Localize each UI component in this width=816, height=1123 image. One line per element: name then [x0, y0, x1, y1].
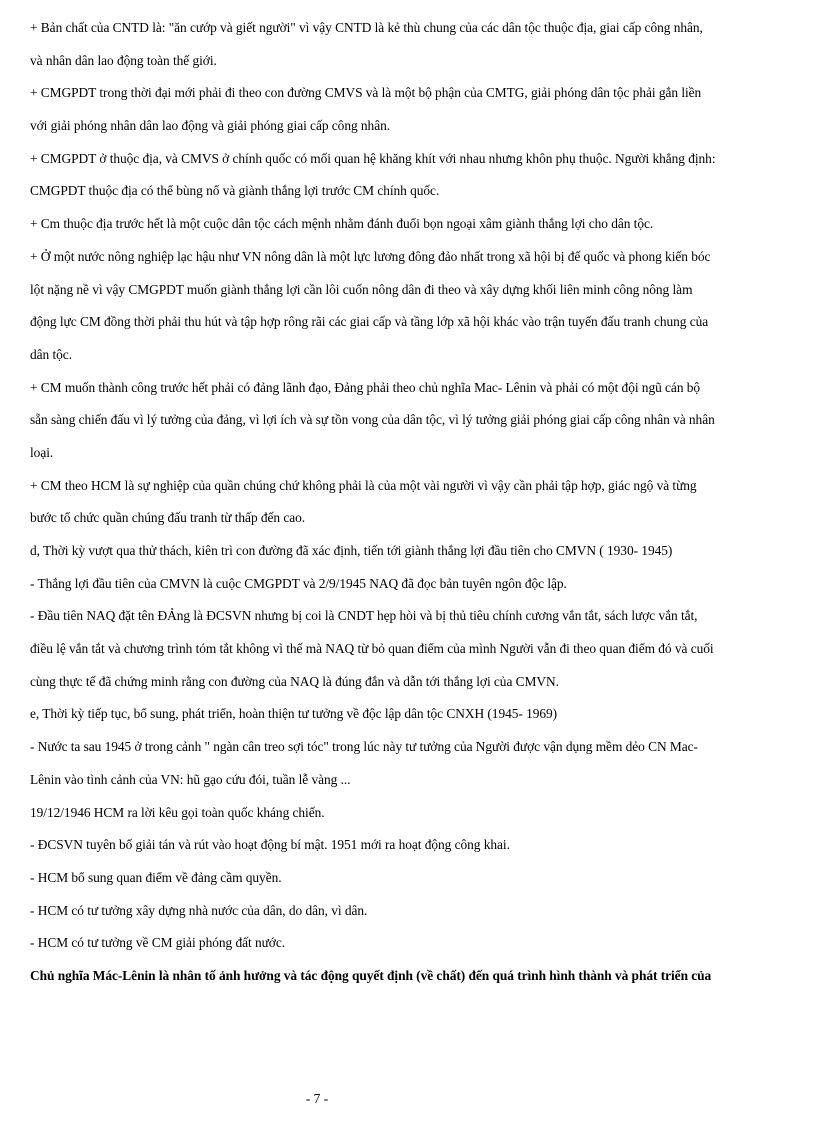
text-line: - Nước ta sau 1945 ở trong cảnh " ngàn cân treo sợi tóc" trong lúc này tư tưởng của Người được vận dụng mềm dẻo CN Mac- — [30, 739, 698, 755]
text-line: cùng thực tế đã chứng minh rằng con đường của NAQ là đúng đắn và dẫn tới thắng lợi của CMVN. — [30, 673, 559, 689]
text-line: sẵn sàng chiến đấu vì lý tưởng của đảng, vì lợi ích và sự tồn vong của dân tộc, vì lý tưởng giải phóng giai cấp công nhân và nhân — [30, 412, 715, 428]
bold-paragraph-start: Chủ nghĩa Mác-Lênin là nhân tố ảnh hưởng và tác động quyết định (về chất) đến quá trình hình thành và phát triển của — [30, 967, 712, 983]
text-line: Lênin vào tình cảnh của VN: hũ gạo cứu đói, tuần lễ vàng ... — [30, 771, 351, 787]
document-body — [30, 12, 790, 993]
text-line: - HCM có tư tưởng xây dựng nhà nước của dân, do dân, vì dân. — [30, 902, 368, 918]
text-line: lột nặng nề vì vậy CMGPDT muốn giành thắng lợi cần lôi cuốn nông dân đi theo và xây dựng khối liên minh công nông làm — [30, 281, 693, 297]
text-line: - Đầu tiên NAQ đặt tên ĐẢng là ĐCSVN nhưng bị coi là CNDT hẹp hòi và bị thủ tiêu chính cương vắn tắt, sách lược vắn tắt, — [30, 608, 698, 624]
text-line: với giải phóng nhân dân lao động và giải phóng giai cấp công nhân. — [30, 118, 391, 134]
text-line: - Thắng lợi đầu tiên của CMVN là cuộc CMGPDT và 2/9/1945 NAQ đã đọc bản tuyên ngôn độc lập. — [30, 575, 567, 591]
text-line: + Bản chất của CNTD là: "ăn cướp và giết người" vì vậy CNTD là kẻ thù chung của các dân tộc thuộc địa, giai cấp công nhân, — [30, 20, 703, 35]
text-line: dân tộc. — [30, 346, 72, 362]
text-line: loại. — [30, 444, 54, 460]
text-line: - HCM bổ sung quan điểm về đảng cầm quyền. — [30, 869, 282, 885]
text-line: và nhân dân lao động toàn thế giới. — [30, 52, 217, 68]
text-line: - HCM có tư tưởng về CM giải phóng đất nước. — [30, 935, 286, 951]
text-line: bước tổ chức quần chúng đấu tranh từ thấp đến cao. — [30, 510, 306, 526]
text-line: CMGPDT thuộc địa có thể bùng nổ và giành thắng lợi trước CM chính quốc. — [30, 183, 440, 199]
text-line: điều lệ vắn tắt và chương trình tóm tắt không vì thế mà NAQ từ bỏ quan điểm của mình Người vẫn đi theo quan điểm đó và cuối — [30, 641, 714, 657]
text-line: động lực CM đồng thời phải thu hút và tập hợp rông rãi các giai cấp và tầng lớp xã hội khác vào trận tuyến đấu tranh chung của — [30, 314, 709, 330]
text-line: + CMGPDT ở thuộc địa, và CMVS ở chính quốc có mối quan hệ khăng khít với nhau nhưng khôn phụ thuộc. Người khẳng định: — [30, 150, 716, 166]
text-line: + Cm thuộc địa trước hết là một cuộc dân tộc cách mệnh nhằm đánh đuổi bọn ngoại xâm giành thắng lợi cho dân tộc. — [30, 216, 654, 232]
text-line: - ĐCSVN tuyên bố giải tán và rút vào hoạt động bí mật. 1951 mới ra hoạt động công khai. — [30, 837, 510, 853]
text-line: + Ở một nước nông nghiệp lạc hậu như VN nông dân là một lực lương đông đảo nhất trong xã hội bị đế quốc và phong kiến bóc — [30, 248, 711, 264]
page-number: - 7 - — [305, 1091, 329, 1106]
text-line: + CM theo HCM là sự nghiệp của quần chúng chứ không phải là của một vài người vì vậy cần phải tập hợp, giác ngộ và từng — [30, 477, 697, 493]
section-heading-e: e, Thời kỳ tiếp tục, bổ sung, phát triển, hoàn thiện tư tưởng về độc lập dân tộc CNXH (1945- 1969) — [30, 706, 558, 722]
text-line: 19/12/1946 HCM ra lời kêu gọi toàn quốc kháng chiến. — [30, 804, 325, 820]
text-line: + CM muốn thành công trước hết phải có đảng lãnh đạo, Đảng phải theo chủ nghĩa Mac- Lênin và phải có một đội ngũ cán bộ — [30, 379, 701, 395]
section-heading-d: d, Thời kỳ vượt qua thử thách, kiên trì con đường đã xác định, tiến tới giành thắng lợi đầu tiên cho CMVN ( 1930- 1945) — [30, 543, 673, 558]
text-line: + CMGPDT trong thời đại mới phải đi theo con đường CMVS và là một bộ phận của CMTG, giải phóng dân tộc phải gắn liền — [30, 85, 702, 101]
